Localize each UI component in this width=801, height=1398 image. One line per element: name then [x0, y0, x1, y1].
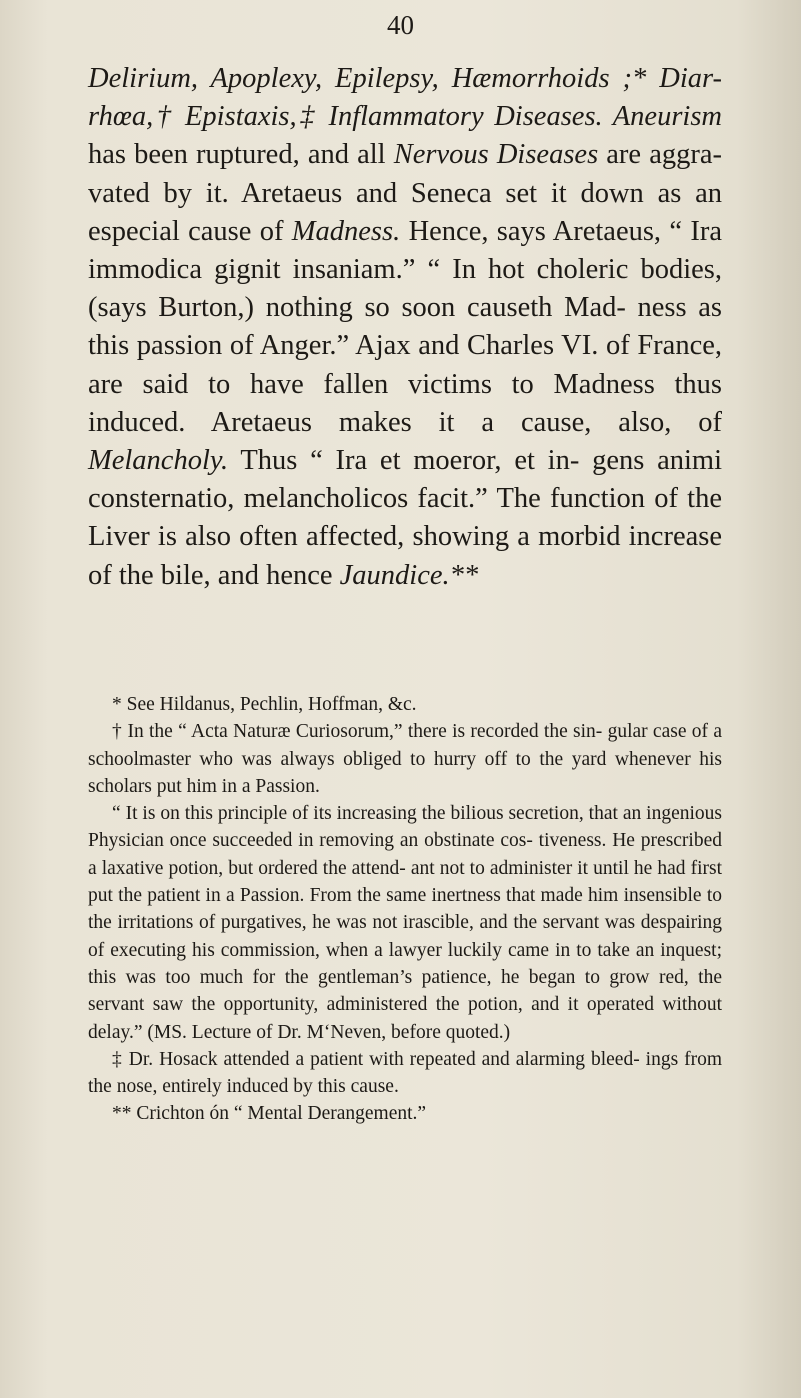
footnote-double-asterisk: ** Crichton ón “ Mental Derangement.” — [112, 1103, 427, 1125]
italic-melancholy: Melancholy. — [88, 445, 229, 477]
italic-madness: Madness. — [291, 215, 401, 247]
body-text-segment: has been ruptured, and all — [88, 139, 394, 171]
italic-jaundice: Jaundice.** — [339, 559, 479, 591]
footnote-asterisk: * See Hildanus, Pechlin, Hoffman, &c. — [112, 694, 417, 715]
body-text-segment: Hence, says Aretaeus, “ Ira immodica gignit insaniam.” “ In hot choleric bodies, (says Burton,) nothing so soon causeth Mad- ness as this passion of Anger.” Ajax and Charles VI. of France, are said to have fallen victims to Madness thus induced. Aretaeus makes it a cause, also, of — [88, 215, 722, 438]
footnote-dagger-continued: “ It is on this principle of its increasing the bilious secretion, that an ingenious Physician once succeeded in removing an obstinate cos- tiveness. He prescribed a laxative potion, but ordered the attend- ant not to administer it until he had first put the patient in a Passion. From the same inertness that made him insensible to the irritations of purgatives, he was not irascible, and the servant was despairing of executing his commission, when a lawyer luckily came in to take an inquest; this was too much for the gentleman’s patience, he began to grow red, the servant saw the opportunity, administered the potion, and it operated without delay.” (MS. Lecture of Dr. M‘Neven, before quoted.) — [88, 803, 722, 1043]
footnote-double-dagger: ‡ Dr. Hosack attended a patient with repeated and alarming bleed- ings from the nose, entirely induced by this cause. — [88, 1048, 722, 1098]
footnote-dagger: † In the “ Acta Naturæ Curiosorum,” there is recorded the sin- gular case of a schoolmaster who was always obliged to hurry off to the yard whenever his scholars put him in a Passion. — [88, 721, 722, 797]
italic-nervous-diseases: Nervous Diseases — [393, 139, 599, 171]
footnotes — [88, 691, 722, 1128]
page-number: 40 — [387, 10, 414, 40]
main-paragraph — [88, 60, 722, 595]
body-text-segment: are aggra- vated by it. Aretaeus and Seneca set it down as an especial cause of — [88, 139, 722, 247]
italic-disease-list: Delirium, Apoplexy, Epilepsy, Hæmorrhoids ;* Diar- rhœa,† Epistaxis,‡ Inflammatory Diseases. Aneurism — [88, 63, 722, 133]
body-text-segment: Thus “ Ira et moeror, et in- gens animi consternatio, melancholicos facit.” The function of the Liver is also often affected, showing a morbid increase of the bile, and hence — [88, 445, 722, 591]
